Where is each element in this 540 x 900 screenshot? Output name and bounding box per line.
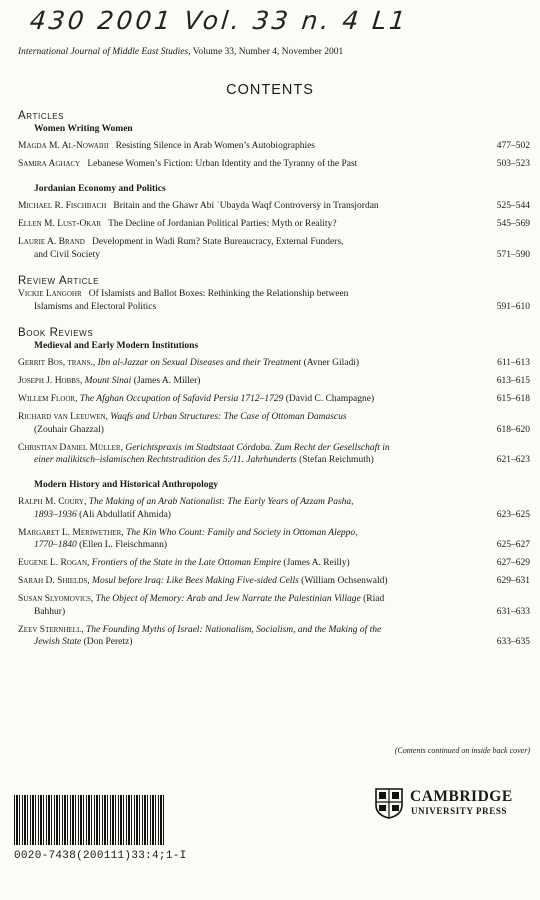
crest-icon (374, 787, 404, 819)
entry-pages: 625–627 (496, 540, 530, 550)
entry-title: The Decline of Jordanian Political Parties: Myth or Reality? (108, 219, 337, 229)
entry-title: Resisting Silence in Arab Women’s Autobiographies (115, 141, 316, 151)
entry-title-cont: Islamisms and Electoral Politics (34, 301, 157, 312)
table-of-contents (18, 110, 530, 654)
barcode (14, 795, 164, 845)
toc-entry (18, 575, 530, 588)
entry-pages: 627–629 (496, 558, 530, 568)
toc-entry (18, 288, 530, 313)
publisher-logo (374, 785, 530, 821)
entry-author: Joseph J. Hobbs, (18, 376, 83, 386)
entry-author: Christian Daniel Müller, (18, 442, 123, 453)
entry-title: The Founding Myths of Israel: Nationalism, Socialism, and the Making of the (85, 624, 382, 635)
toc-entry (18, 593, 530, 618)
handwritten-annotation: 430 2001 Vol. 33 n. 4 L1 (28, 6, 410, 35)
entry-pages: 611–613 (497, 358, 530, 368)
entry-reviewer: (Don Peretz) (83, 637, 133, 647)
journal-details: , Volume 33, Number 4, November 2001 (188, 47, 344, 57)
entry-reviewer: (James A. Miller) (133, 376, 201, 386)
journal-name: International Journal of Middle East Studies (18, 47, 189, 57)
entry-title: Mosul before Iraq: Like Bees Making Five-sided Cells (92, 576, 299, 586)
entry-pages: 629–631 (496, 576, 530, 586)
publisher-name: CAMBRIDGE (410, 788, 513, 805)
toc-entry (18, 236, 530, 261)
entry-author: Laurie A. Brand (18, 237, 85, 247)
entry-author: Susan Slyomovics, (18, 594, 94, 604)
entry-reviewer-cont: Bahhur) (34, 606, 66, 617)
toc-entry (18, 442, 530, 467)
entry-title: Ibn al-Jazzar on Sexual Diseases and their Treatment (97, 358, 302, 368)
toc-entry (18, 140, 530, 153)
entry-pages: 503–523 (496, 159, 530, 169)
entry-title: The Making of an Arab Nationalist: The Early Years of Azzam Pasha, (88, 497, 354, 507)
subsection-women: Women Writing Women (34, 124, 133, 134)
entry-pages: 615–618 (496, 394, 530, 404)
entry-pages: 525–544 (496, 201, 530, 211)
toc-entry (18, 158, 530, 171)
entry-author: Vickie Langohr (18, 289, 82, 299)
subsection-medieval: Medieval and Early Modern Institutions (34, 341, 199, 351)
entry-reviewer: (Ali Abdullatif Ahmida) (79, 509, 171, 520)
entry-author: Magda M. Al-Nowaihi (18, 141, 109, 151)
entry-title: Development in Wadi Rum? State Bureaucracy, External Funders, (91, 237, 344, 247)
section-articles: Articles (18, 110, 65, 122)
entry-author: Richard van Leeuwen, (18, 412, 108, 422)
entry-pages: 591–610 (496, 301, 530, 312)
publisher-sub: UNIVERSITY PRESS (411, 806, 508, 816)
entry-reviewer: (Ellen L. Fleischmann) (79, 540, 167, 550)
entry-title-cont: and Civil Society (34, 249, 100, 260)
entry-pages: 545–569 (496, 219, 530, 229)
entry-title: The Object of Memory: Arab and Jew Narrate the Palestinian Village (95, 594, 361, 604)
entry-title: The Afghan Occupation of Safavid Persia 1712–1729 (79, 394, 284, 404)
entry-reviewer: (James A. Reilly) (283, 558, 350, 568)
toc-entry (18, 411, 530, 436)
entry-title: The Kin Who Count: Family and Society in Ottoman Aleppo, (126, 527, 358, 538)
section-review-article: Review Article (18, 275, 100, 287)
toc-entry (18, 393, 530, 406)
toc-entry (18, 496, 530, 521)
entry-title-cont: Jewish State (34, 637, 82, 647)
barcode-number: 0020-7438(200111)33:4;1-I (14, 850, 187, 862)
entry-reviewer: (Zouhair Ghazzal) (34, 424, 104, 435)
entry-title: Mount Sinai (84, 376, 132, 386)
entry-pages: 618–620 (496, 424, 530, 435)
section-book-reviews: Book Reviews (18, 327, 94, 339)
toc-entry (18, 200, 530, 213)
entry-pages: 571–590 (496, 249, 530, 260)
toc-entry (18, 375, 530, 388)
subsection-jordan: Jordanian Economy and Politics (34, 184, 166, 194)
toc-entry (18, 357, 530, 370)
entry-reviewer: (Stefan Reichmuth) (299, 455, 374, 465)
toc-entry (18, 218, 530, 231)
entry-reviewer: (William Ochsenwald) (301, 576, 388, 586)
entry-pages: 477–502 (496, 141, 530, 151)
entry-title-cont: einer malikitsch–islamischen Rechtstradition des 5./11. Jahrhunderts (34, 455, 297, 465)
entry-author: Gerrit Bos, trans., (18, 358, 96, 368)
entry-author: Willem Floor, (18, 394, 78, 404)
entry-pages: 623–625 (496, 509, 530, 520)
continued-note: (Contents continued on inside back cover) (394, 746, 530, 755)
entry-author: Samira Aghacy (18, 159, 81, 169)
entry-author: Margaret L. Meriwether, (18, 527, 124, 538)
entry-title: Waqfs and Urban Structures: The Case of Ottoman Damascus (110, 412, 347, 422)
entry-reviewer: (Riad (363, 594, 385, 604)
entry-title: Britain and the Ghawr Abi ʿUbayda Waqf Controversy in Transjordan (113, 201, 379, 211)
toc-entry (18, 527, 530, 552)
toc-entry (18, 624, 530, 649)
entry-pages: 631–633 (496, 606, 530, 617)
entry-title: Frontiers of the State in the Late Ottoman Empire (91, 558, 282, 568)
subsection-modern: Modern History and Historical Anthropology (34, 480, 219, 490)
entry-author: Eugene L. Rogan, (18, 558, 90, 568)
entry-title: Lebanese Women’s Fiction: Urban Identity and the Tyranny of the Past (87, 159, 358, 169)
entry-pages: 633–635 (496, 637, 530, 647)
entry-title: Of Islamists and Ballot Boxes: Rethinking the Relationship between (88, 289, 349, 299)
entry-author: Ellen M. Lust-Okar (18, 219, 102, 229)
entry-title-cont: 1893–1936 (34, 509, 77, 520)
entry-pages: 613–615 (496, 376, 530, 386)
entry-pages: 621–623 (496, 455, 530, 465)
entry-title: Gerichtspraxis im Stadtstaat Córdoba. Zum Recht der Gesellschaft in (125, 442, 390, 453)
entry-author: Zeev Sternhell, (18, 624, 84, 635)
entry-author: Michael R. Fischbach (18, 201, 107, 211)
entry-reviewer: (Avner Giladi) (303, 358, 360, 368)
toc-entry (18, 557, 530, 570)
journal-info (18, 47, 343, 57)
entry-title-cont: 1770–1840 (34, 540, 77, 550)
entry-reviewer: (David C. Champagne) (285, 394, 375, 404)
entry-author: Ralph M. Coury, (18, 497, 87, 507)
contents-title: CONTENTS (226, 82, 314, 98)
entry-author: Sarah D. Shields, (18, 576, 90, 586)
